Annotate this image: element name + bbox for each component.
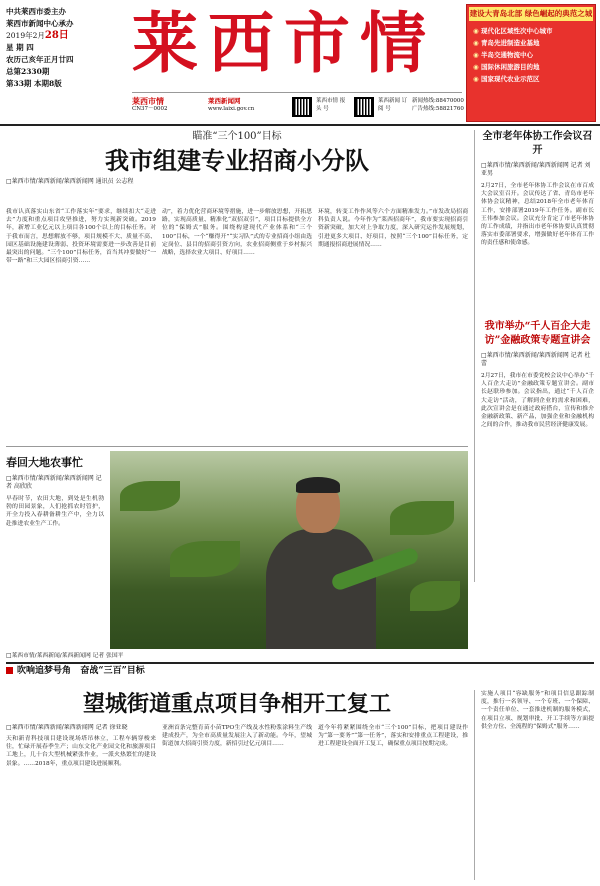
second-column-3: 道今年将紧紧围绕全市“三个100”目标，把项目建设作为“第一要务”“第一任务”，落实和安排重点工程建设，推进工程建设全面开工复工，确保重点项目按期完成。 xyxy=(318,725,468,748)
farmer-body xyxy=(266,529,376,649)
farm-text-block xyxy=(6,447,104,653)
farm-feature xyxy=(6,446,468,652)
section-strip xyxy=(6,662,594,678)
second-article xyxy=(6,690,468,880)
second-column-2: 亚洲首条完整育苗小苗TPO生产线及水性粉浆涂料生产线建成投产，为全市高质量发展注入了新动能。今年，望城街道加大招商引资力度，新招引过亿元项目…… xyxy=(162,725,312,748)
sidebar-text-1: 2月27日，全市老年体协工作会议在市百成大会议室召开。会议传达了省、青岛市老年体协会议精神，总结2018年全市老年体育工作，安排部署2019年工作任务。副市长王伟参加会议。会议充分肯定了市老年体协的工作成绩，并指出市老年体协要认真贯彻落实市委部署要求，增强做好老年体育工作的责任感和使命感。 xyxy=(481,183,594,247)
leaf-shape xyxy=(410,581,460,611)
web-info xyxy=(208,97,254,113)
red-square-icon xyxy=(6,667,13,674)
lead-columns xyxy=(6,208,468,438)
cn-code: 莱西市情 CN37－0002 xyxy=(132,96,168,112)
ad-item: ◉ 青岛先进制造业基地 xyxy=(473,37,595,49)
lead-article xyxy=(6,130,468,442)
right-sidebar xyxy=(474,130,594,582)
sidebar-headline-1[interactable]: 全市老年体协工作会议召开 xyxy=(482,131,593,156)
lead-byline: □莱西市情/莱西新闻/莱西新闻网 通讯员 公志程 xyxy=(6,178,134,185)
second-sidebar xyxy=(474,690,594,880)
news-hotline: 新闻热线:88470000 xyxy=(412,98,464,104)
leaf-shape xyxy=(390,501,454,535)
ad-headline: 建设大青岛北部 绿色崛起的典范之城 xyxy=(469,7,593,21)
lead-headline[interactable]: 我市组建专业招商小分队 xyxy=(105,146,369,175)
second-byline: □莱西市情/莱西新闻/莱西新闻网 记者 徐亚晓 xyxy=(6,724,128,731)
issue-line: 第33期 本期8版 xyxy=(6,79,62,88)
ad-item: ◉ 国家现代农业示范区 xyxy=(473,73,595,85)
lead-kicker: 瞄准“三个100”目标 xyxy=(192,131,282,142)
newspaper-title: 莱西市情 xyxy=(132,4,436,82)
farm-byline: □莱西市情/莱西新闻/莱西新闻网 记者 高欣欣 xyxy=(6,475,102,490)
issue-date xyxy=(6,30,126,42)
issue-total: 总第2330期 xyxy=(6,67,50,76)
masthead-info xyxy=(6,6,126,90)
second-column-1: □莱西市情/莱西新闻/莱西新闻网 记者 徐亚晓 天和新青科技项目建设现场塔吊林立，工程车辆穿梭来往，忙碌开展春季生产；山东文化产业园文化和旅游项目工地上，几十台大型机械紧张作业，一派火热繁忙的建设景象。……2018年，重点项目建设进展顺利。 xyxy=(6,724,156,767)
masthead xyxy=(0,0,600,124)
farmer-figure xyxy=(260,471,380,649)
farm-text: 早春时节，农田大地，到处是生机勃勃的田园景象，人们抢抓农时管护，开全力投入春耕备耕生产中，全力以赴推进农业生产工作。 xyxy=(6,496,104,527)
ad-item: ◉ 半岛交通物流中心 xyxy=(473,49,595,61)
date-day: 28日 xyxy=(44,30,69,41)
photo-caption: □莱西市情/莱西新闻/莱西新闻网 记者 张国平 xyxy=(6,653,124,659)
sidebar-headline-2[interactable]: 我市举办“千人百企大走访”金融政策专题宣讲会 xyxy=(484,321,591,346)
newspaper-logo-small: 莱西市情 xyxy=(132,96,164,106)
qr2-label: 莱西新闻 订 阅 号 xyxy=(378,98,408,112)
city-slogan-ad xyxy=(466,4,596,122)
publisher-line: 中共莱西市委主办 xyxy=(6,7,66,16)
ad-item: ◉ 现代化区域性次中心城市 xyxy=(473,25,595,37)
weekday: 星 期 四 xyxy=(6,43,34,52)
qr-code-icon[interactable] xyxy=(354,97,374,117)
second-columns xyxy=(6,724,468,874)
lunar-date: 农历己亥年正月廿四 xyxy=(6,55,74,64)
qr-code-icon[interactable] xyxy=(292,97,312,117)
masthead-bar xyxy=(132,92,462,122)
masthead-divider xyxy=(0,124,600,126)
hotlines xyxy=(412,97,472,113)
sidebar-byline-1: □莱西市情/莱西新闻/莱西新闻网 记者 刘亚男 xyxy=(481,162,591,177)
date-prefix: 2019年2月 xyxy=(6,31,45,40)
second-headline[interactable]: 望城街道重点项目争相开工复工 xyxy=(82,691,391,717)
sidebar-text-2: 2月27日，我市在市委党校会议中心举办“千人百企大走访”金融政策专题宣讲会。副市长赵联珍参加。会议指出，通过“千人百企大走访”活动，了解到企业的需求和困难，此次宣讲会是在通过政府搭台，宣传和推介金融新政策、新产品，加强企业和金融机构之间的合作，推动我市民营经济健康发展。 xyxy=(481,373,594,429)
second-side-text: 实施人项目“容缺服务”和项目信息跟踪制度，推行一名领导、一个专班、一个保障、一个责任单位、一套推进机制的服务模式，在项目立项、规划审批、开工手续等方面提供全方位、全流程的“保姆式”服务…… xyxy=(481,691,594,730)
lead-column-1: 我市认真落实山东省“工作落实年”要求，继续扣大“走进去”力度和重点项目攻坚推进，努力实现新突破。2019年，新增工业亿元以上项目各100个以上的目标任务。对于我市而言，思想解放不够，项目规模不大、质量不高、园区基础设施建设薄弱、投资环境需要进一步改善是目前最突出的问题。“三个100”目标任务，首当其冲要做好“一带一路”和三大园区招商引资…… xyxy=(6,209,156,265)
farm-title[interactable]: 春回大地农事忙 xyxy=(6,456,83,469)
leaf-shape xyxy=(120,481,180,511)
sidebar-byline-2: □莱西市情/莱西新闻/莱西新闻网 记者 杜蕾 xyxy=(481,352,591,367)
farmer-hair xyxy=(296,477,340,493)
leaf-shape xyxy=(170,541,240,577)
web-url[interactable]: www.laixi.gov.cn xyxy=(208,106,255,112)
app-name: 莱西新闻网 xyxy=(208,97,241,105)
qr1-label: 莱西市情 报 头 号 xyxy=(316,98,346,112)
lead-column-2: 动”，着力优化营商环境等措施，进一步解放思想，开拓思路，实现高质量、精准化“双招双引”，项目目标提供全方位的“保姆式”服务。围绕构建现代产业体系和“三个100”目标，一个“赚得开”“实习队”式的专业招商小组由选定岗位、县目的招商引资方向，农业招商侧重于乡村振兴战略，选择农业大项目、好项目…… xyxy=(162,209,312,257)
lead-column-3: 环境，转变工作作风等六个方面精准发力。”市发改局招商科负责人说。今年作为“莱西招商年”，我市要实现招商引资新突破，加大对上争取力度，深入研究运作发展规划，引进更多大项目、好项目，按照“三个100”目标任务，定期通报招商进展情况…… xyxy=(318,209,468,248)
farmer-photo[interactable] xyxy=(110,451,468,649)
ad-hotline: 广告热线:58821760 xyxy=(412,106,464,112)
ad-list xyxy=(467,25,595,85)
section-label: 吹响追梦号角 奋战“三百”目标 xyxy=(6,664,594,678)
organizer-line: 莱西市新闻中心承办 xyxy=(6,19,74,28)
ad-item: ◉ 国际休闲旅游目的地 xyxy=(473,61,595,73)
